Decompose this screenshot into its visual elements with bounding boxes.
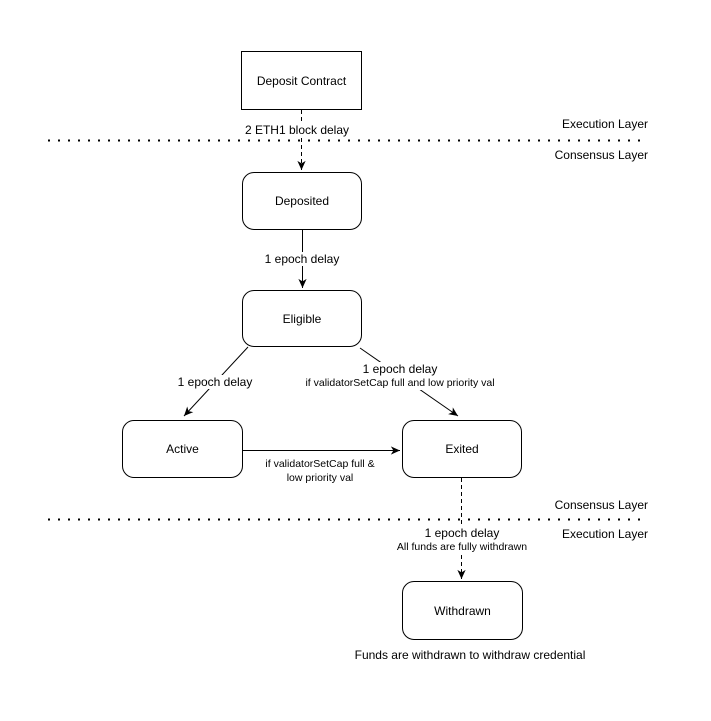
node-eligible <box>242 290 362 347</box>
edge-label-exited-withdrawn-condition: All funds are fully withdrawn <box>396 541 528 553</box>
edge-label-epoch-delay-deposited-eligible: 1 epoch delay <box>264 252 340 266</box>
node-exited <box>402 420 522 478</box>
edge-label-epoch-delay-eligible-active: 1 epoch delay <box>177 375 253 389</box>
diagram-caption: Funds are withdrawn to withdraw credential <box>354 648 586 662</box>
node-deposited-label: Deposited <box>274 194 330 208</box>
layer-label-execution-bottom: Execution Layer <box>561 527 648 541</box>
edge-label-eligible-exited <box>303 362 496 390</box>
node-deposited <box>242 172 362 230</box>
edge-label-eligible-exited-condition: if validatorSetCap full and low priority val <box>305 377 495 389</box>
edge-label-exited-withdrawn-delay: 1 epoch delay <box>424 526 500 540</box>
node-withdrawn <box>402 581 523 640</box>
node-deposit-contract <box>241 51 362 110</box>
edge-label-eth1-block-delay: 2 ETH1 block delay <box>244 123 350 137</box>
edge-label-active-exited-condition-line2: low priority val <box>286 472 354 484</box>
layer-label-execution-top: Execution Layer <box>561 117 648 131</box>
edge-label-active-exited <box>263 457 376 485</box>
node-eligible-label: Eligible <box>282 311 322 326</box>
node-exited-label: Exited <box>445 442 479 456</box>
node-active <box>122 420 243 478</box>
edge-label-exited-withdrawn <box>395 526 529 554</box>
node-deposit-contract-label: Deposit Contract <box>256 73 347 88</box>
node-withdrawn-label: Withdrawn <box>434 603 491 618</box>
edge-label-active-exited-condition-line1: if validatorSetCap full & <box>265 458 375 470</box>
layer-label-consensus-bottom: Consensus Layer <box>554 498 648 512</box>
node-active-label: Active <box>166 442 199 456</box>
edge-label-eligible-exited-delay: 1 epoch delay <box>362 362 438 376</box>
layer-label-consensus-top: Consensus Layer <box>554 148 648 162</box>
